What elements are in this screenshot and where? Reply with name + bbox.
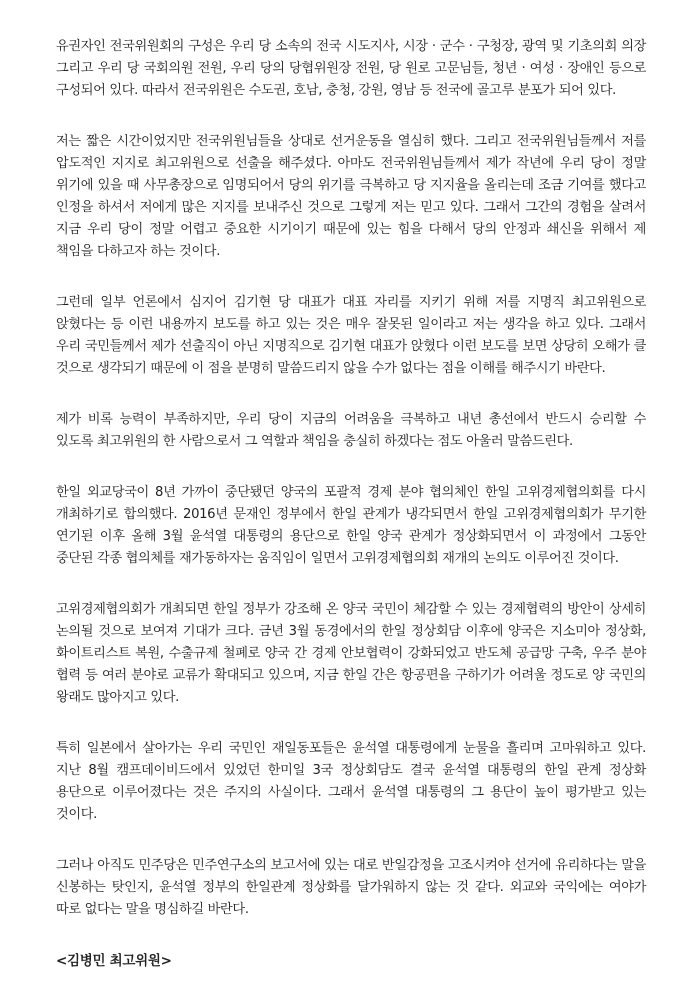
paragraph-1: 유권자인 전국위원회의 구성은 우리 당 소속의 전국 시도지사, 시장 · 군수 · 구청장, 광역 및 기초의회 의장 그리고 우리 당 국회의원 전원, 우리 당의 당협위원장 전원, 당 원로 고문님들, 청년 · 여성 · 장애인 등으로 구성되어 있다. 따라서 전국위원은 수도권, 호남, 충청, 강원, 영남 등 전국에 골고루 분포가 되어 있다. bbox=[56, 39, 646, 98]
author-signature: <김병민 최고위원> bbox=[56, 953, 172, 969]
paragraph-6: 고위경제협의회가 개최되면 한일 정부가 강조해 온 양국 국민이 체감할 수 있는 경제협력의 방안이 상세히 논의될 것으로 보여져 기대가 크다. 금년 3월 동경에서의 한일 정상회담 이후에 양국은 지소미아 정상화, 화이트리스트 복원, 수출규제 철폐로 양국 간 경제 안보협력이 강화되었고 반도체 공급망 구축, 우주 분야 협력 등 여러 분야로 교류가 확대되고 있으며, 지금 한일 간은 항공편을 구하기가 어려울 정도로 양 국민의 왕래도 많아지고 있다. bbox=[56, 602, 646, 705]
paragraph-2: 저는 짧은 시간이었지만 전국위원님들을 상대로 선거운동을 열심히 했다. 그리고 전국위원님들께서 저를 압도적인 지지로 최고위원으로 선출을 해주셨다. 아마도 전국위원님들께서 제가 작년에 우리 당이 정말 위기에 있을 때 사무총장으로 임명되어서 당의 위기를 극복하고 당 지지율을 올리는데 조금 기여를 했다고 인정을 하셔서 저에게 많은 지지를 보내주신 것으로 그렇게 저는 믿고 있다. 그래서 그간의 경험을 살려서 지금 우리 당이 정말 어렵고 중요한 시기이기 때문에 있는 힘을 다해서 당의 안정과 쇄신을 위해서 제 책임을 다하고자 하는 것이다. bbox=[56, 134, 646, 259]
article-body bbox=[56, 36, 646, 972]
paragraph-4: 제가 비록 능력이 부족하지만, 우리 당이 지금의 어려움을 극복하고 내년 총선에서 반드시 승리할 수 있도록 최고위원의 한 사람으로서 그 역할과 책임을 충실히 하겠다는 점도 아울러 말씀드린다. bbox=[56, 412, 646, 449]
paragraph-5: 한일 외교당국이 8년 가까이 중단됐던 양국의 포괄적 경제 분야 협의체인 한일 고위경제협의회를 다시 개최하기로 합의했다. 2016년 문재인 정부에서 한일 관계가 냉각되면서 한일 고위경제협의회가 무기한 연기된 이후 올해 3월 윤석열 대통령의 용단으로 한일 양국 관계가 정상화되면서 이 과정에서 그동안 중단된 각종 협의체를 재가동하자는 움직임이 일면서 고위경제협의회 재개의 논의도 이루어진 것이다. bbox=[56, 485, 646, 566]
paragraph-7: 특히 일본에서 살아가는 우리 국민인 재일동포들은 윤석열 대통령에게 눈물을 흘리며 고마워하고 있다. 지난 8월 캠프데이비드에서 있었던 한미일 3국 정상회담도 결국 윤석열 대통령의 한일 관계 정상화 용단으로 이루어졌다는 것은 주지의 사실이다. 그래서 윤석열 대통령의 그 용단이 높이 평가받고 있는 것이다. bbox=[56, 741, 646, 822]
paragraph-3: 그런데 일부 언론에서 심지어 김기현 당 대표가 대표 자리를 지키기 위해 저를 지명직 최고위원으로 앉혔다는 등 이런 내용까지 보도를 하고 있는 것은 매우 잘못된 일이라고 저는 생각을 하고 있다. 그래서 우리 국민들께서 제가 선출직이 아닌 지명직으로 김기현 대표가 앉혔다 이런 보도를 보면 상당히 오해가 클 것으로 생각되기 때문에 이 점을 분명히 말씀드리지 않을 수가 없다는 점을 이해를 해주시기 바란다. bbox=[56, 295, 646, 376]
paragraph-8: 그러나 아직도 민주당은 민주연구소의 보고서에 있는 대로 반일감정을 고조시켜야 선거에 유리하다는 말을 신봉하는 탓인지, 윤석열 정부의 한일관계 정상화를 달가워하지 않는 것 같다. 외교와 국익에는 여야가 따로 없다는 말을 명심하길 바란다. bbox=[56, 858, 646, 917]
